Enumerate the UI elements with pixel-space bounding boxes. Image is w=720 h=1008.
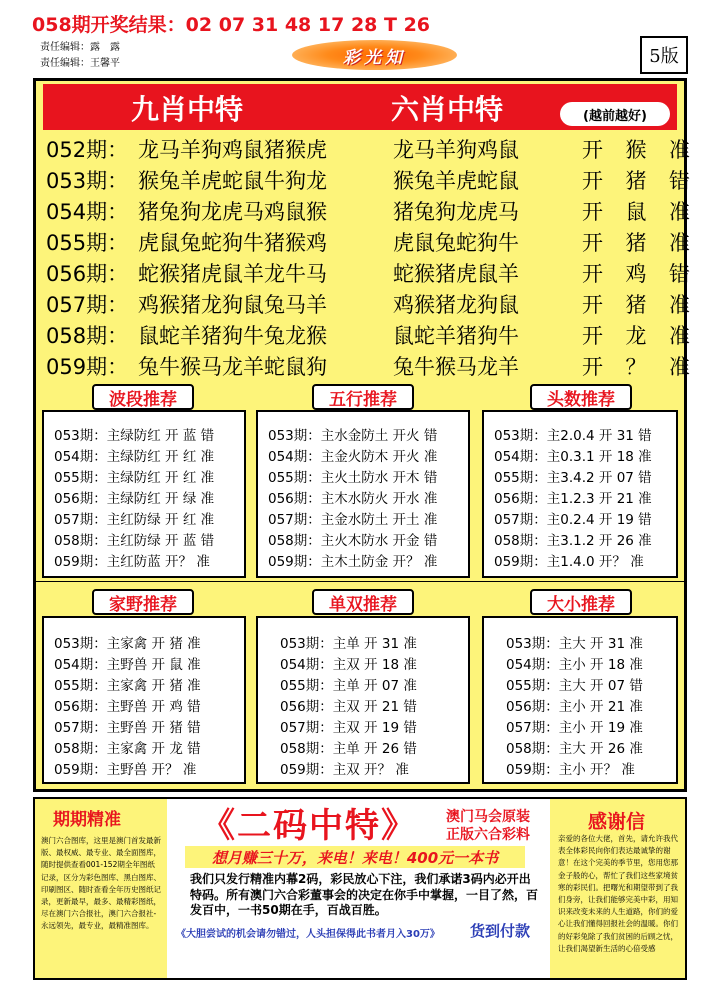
row-period: 053期：	[46, 169, 129, 193]
left-ad-title: 期期精准	[53, 810, 121, 830]
thanks-letter-title: 感谢信	[588, 811, 646, 833]
recommend-line: 056期：主野兽 开 鸡 错	[54, 699, 201, 715]
recommend-line: 053期：主家禽 开 猪 准	[54, 636, 201, 652]
row-six-zodiac: 猪兔狗龙虎马	[393, 200, 519, 224]
recommend-line: 055期：主家禽 开 猪 准	[54, 678, 201, 694]
row-result: 准	[669, 293, 690, 317]
edition-badge: 5版	[640, 36, 688, 74]
row-period: 058期：	[46, 324, 129, 348]
row-result: 准	[669, 324, 690, 348]
row-zodiac: 猪	[625, 231, 647, 255]
left-ad-column	[35, 799, 167, 978]
recommend-line: 059期：主野兽 开？ 准	[54, 762, 197, 778]
row-open: 开	[582, 169, 603, 193]
row-nine-zodiac: 虎鼠兔蛇狗牛猪猴鸡	[138, 231, 327, 255]
row-zodiac: 鼠	[625, 200, 647, 224]
ad-title: 《二码中特》	[201, 805, 417, 846]
draw-result-numbers: 02 07 31 48 17 28 T 26	[185, 14, 431, 36]
row-period: 057期：	[46, 293, 129, 317]
row-nine-zodiac: 龙马羊狗鸡鼠猪猴虎	[138, 138, 327, 162]
row-zodiac: 龙	[625, 324, 647, 348]
wave-recommend-tag: 波段推荐	[92, 384, 194, 410]
odd-even-recommend-box	[256, 616, 470, 784]
row-six-zodiac: 虎鼠兔蛇狗牛	[393, 231, 519, 255]
row-open: 开	[582, 231, 603, 255]
recommend-line: 059期：主红防蓝 开？ 准	[54, 554, 210, 570]
row-result: 错	[669, 169, 690, 193]
recommend-line: 054期：主双 开 18 准	[280, 657, 417, 673]
row-nine-zodiac: 鸡猴猪龙狗鼠兔马羊	[138, 293, 327, 317]
recommend-line: 056期：主小 开 21 准	[506, 699, 643, 715]
recommend-line: 056期：主绿防红 开 绿 准	[54, 491, 215, 507]
row-nine-zodiac: 兔牛猴马龙羊蛇鼠狗	[138, 355, 327, 379]
big-small-recommend-tag: 大小推荐	[530, 589, 632, 615]
editor-credit-1: 责任编辑：露 露	[40, 42, 120, 53]
recommend-line: 055期：主3.4.2 开 07 错	[494, 470, 652, 486]
recommend-line: 057期：主双 开 19 错	[280, 720, 417, 736]
row-open: 开	[582, 324, 603, 348]
recommend-line: 059期：主1.4.0 开？ 准	[494, 554, 644, 570]
row-nine-zodiac: 猴兔羊虎蛇鼠牛狗龙	[138, 169, 327, 193]
row-six-zodiac: 兔牛猴马龙羊	[393, 355, 519, 379]
recommend-line: 056期：主木水防火 开水 准	[268, 491, 438, 507]
row-six-zodiac: 鸡猴猪龙狗鼠	[393, 293, 519, 317]
row-open: 开	[582, 138, 603, 162]
element-recommend-box	[256, 410, 470, 578]
publication-logo	[292, 40, 457, 70]
row-zodiac: ？	[625, 355, 647, 379]
recommend-line: 053期：主单 开 31 准	[280, 636, 417, 652]
row-nine-zodiac: 蛇猴猪虎鼠羊龙牛马	[138, 262, 327, 286]
recommend-line: 053期：主大 开 31 准	[506, 636, 643, 652]
row-open: 开	[582, 355, 603, 379]
row-result: 准	[669, 231, 690, 255]
ad-side-line-1: 澳门马会原装	[446, 809, 530, 825]
recommend-line: 054期：主金火防木 开火 准	[268, 449, 438, 465]
recommend-line: 056期：主1.2.3 开 21 准	[494, 491, 652, 507]
recommend-line: 058期：主单 开 26 错	[280, 741, 417, 757]
row-period: 059期：	[46, 355, 129, 379]
banner-pill: (越前越好)	[560, 102, 670, 126]
thanks-letter-text: 亲爱的各位大佬，首先，请允许我代表全体彩民向你们表达最诚挚的谢意！在这个完美的季节里，您用您那金子般的心，帮忙了我们这些家境贫寒的彩民们。把曙光和期望带到了我们身旁，让我们能够完美中彩，用知识来改变未来的人生道路，你们的爱心让我们懂得回报社会的温暖。你们的好彩兔除了我们贫困的后顾之忧，让我们渴望新生活的心倍受感	[558, 834, 678, 953]
recommend-line: 055期：主火土防水 开木 错	[268, 470, 438, 486]
wave-recommend-box	[42, 410, 246, 578]
six-zodiac-title: 六肖中特	[391, 93, 504, 126]
recommend-line: 057期：主野兽 开 猪 错	[54, 720, 201, 736]
ad-slogan: 想月赚三十万，来电！来电！400元一本书	[185, 846, 525, 868]
recommend-line: 053期：主水金防土 开火 错	[268, 428, 438, 444]
row-zodiac: 猪	[625, 293, 647, 317]
row-open: 开	[582, 200, 603, 224]
domestic-wild-recommend-tag: 家野推荐	[92, 589, 194, 615]
recommend-line: 053期：主2.0.4 开 31 错	[494, 428, 652, 444]
recommend-line: 054期：主绿防红 开 红 准	[54, 449, 215, 465]
row-result: 准	[669, 138, 690, 162]
row-six-zodiac: 猴兔羊虎蛇鼠	[393, 169, 519, 193]
row-six-zodiac: 蛇猴猪虎鼠羊	[393, 262, 519, 286]
row-result: 准	[669, 355, 690, 379]
row-six-zodiac: 鼠蛇羊猪狗牛	[393, 324, 519, 348]
draw-result-label: 058期开奖结果：	[32, 14, 186, 36]
row-period: 056期：	[46, 262, 129, 286]
domestic-wild-recommend-box	[42, 616, 246, 784]
recommend-line: 057期：主红防绿 开 红 准	[54, 512, 215, 528]
row-period: 052期：	[46, 138, 129, 162]
row-nine-zodiac: 鼠蛇羊猪狗牛兔龙猴	[138, 324, 327, 348]
recommend-line: 056期：主双 开 21 错	[280, 699, 417, 715]
recommend-line: 058期：主火木防水 开金 错	[268, 533, 438, 549]
big-small-recommend-box	[482, 616, 678, 784]
row-open: 开	[582, 262, 603, 286]
ad-side-line-2: 正版六合彩料	[446, 827, 530, 843]
row-nine-zodiac: 猪兔狗龙虎马鸡鼠猴	[138, 200, 327, 224]
recommend-line: 058期：主红防绿 开 蓝 错	[54, 533, 215, 549]
recommend-line: 057期：主小 开 19 准	[506, 720, 643, 736]
logo-text: 彩光知	[343, 47, 406, 68]
draw-result-line	[32, 10, 430, 37]
cash-on-delivery-label: 货到付款	[470, 922, 531, 940]
row-period: 055期：	[46, 231, 129, 255]
head-number-recommend-tag: 头数推荐	[530, 384, 632, 410]
row-zodiac: 猪	[625, 169, 647, 193]
recommend-line: 059期：主木土防金 开？ 准	[268, 554, 438, 570]
recommend-line: 053期：主绿防红 开 蓝 错	[54, 428, 215, 444]
recommend-line: 058期：主3.1.2 开 26 准	[494, 533, 652, 549]
recommend-line: 055期：主大 开 07 错	[506, 678, 643, 694]
row-period: 054期：	[46, 200, 129, 224]
recommend-line: 059期：主双 开？ 准	[280, 762, 409, 778]
recommend-line: 055期：主绿防红 开 红 准	[54, 470, 215, 486]
recommend-line: 057期：主0.2.4 开 19 错	[494, 512, 652, 528]
element-recommend-tag: 五行推荐	[312, 384, 414, 410]
recommend-line: 055期：主单 开 07 准	[280, 678, 417, 694]
row-six-zodiac: 龙马羊狗鸡鼠	[393, 138, 519, 162]
right-ad-column	[550, 799, 685, 978]
ad-body-text: 我们只发行精准内幕2码，彩民放心下注，我们承诺3码内必开出特码。所有澳门六合彩董事会的决定在你手中掌握，一目了然，百发百中，一书50期在手，百战百胜。	[190, 872, 539, 917]
odd-even-recommend-tag: 单双推荐	[312, 589, 414, 615]
left-ad-text: 澳门六合图库，这里是澳门首发最新版、最权威、最专业、最全面图库，随时提供查看001-152期全年图纸记录，区分为彩色图库、黑白图库、印刷图区、随时查看全年历史图纸记录，更新最早，最多、最精彩图纸，尽在澳门六合报社，澳门六合报社-永远领先，最专业，最精准图库。	[41, 836, 161, 931]
recommend-line: 058期：主家禽 开 龙 错	[54, 741, 201, 757]
recommend-line: 059期：主小 开？ 准	[506, 762, 635, 778]
row-zodiac: 猴	[625, 138, 647, 162]
nine-zodiac-title: 九肖中特	[131, 93, 244, 126]
row-result: 准	[669, 200, 690, 224]
row-open: 开	[582, 293, 603, 317]
row-zodiac: 鸡	[625, 262, 647, 286]
head-number-recommend-box	[482, 410, 678, 578]
recommend-line: 054期：主0.3.1 开 18 准	[494, 449, 652, 465]
recommend-line: 054期：主野兽 开 鼠 准	[54, 657, 201, 673]
row-result: 错	[669, 262, 690, 286]
recommend-line: 054期：主小 开 18 准	[506, 657, 643, 673]
recommend-line: 058期：主大 开 26 准	[506, 741, 643, 757]
ad-footer-note: 《大胆尝试的机会请勿错过，人头担保得此书者月入30万》	[176, 929, 440, 940]
editor-credit-2: 责任编辑：王馨平	[40, 58, 120, 69]
recommend-line: 057期：主金水防土 开土 准	[268, 512, 438, 528]
